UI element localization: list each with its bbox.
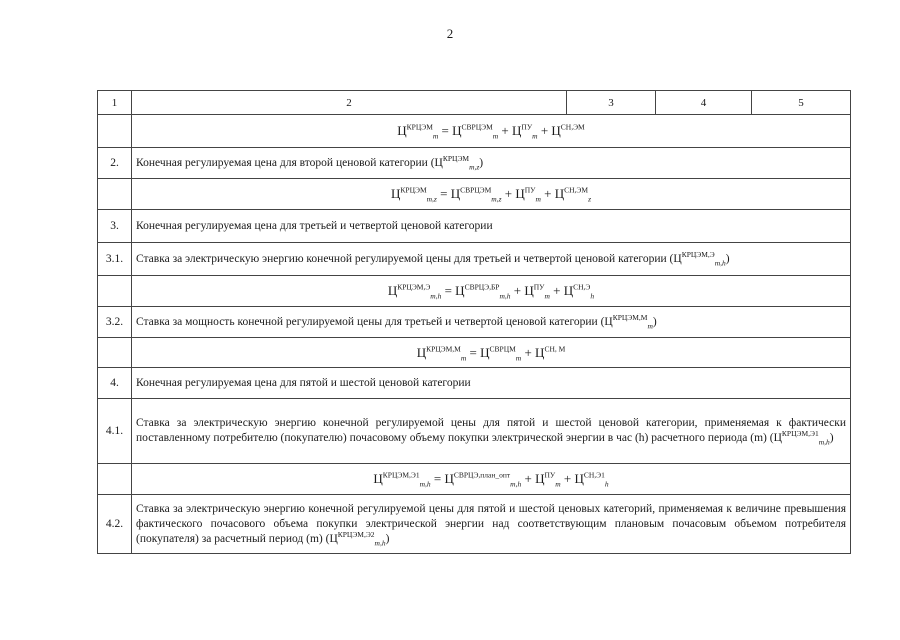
row-number-cell bbox=[98, 276, 132, 307]
row-description: Конечная регулируемая цена для второй ценовой категории $(Ц^{КРЦЭМ}_{m,z})$ bbox=[132, 148, 851, 179]
formula-cell: $Ц^{КРЦЭМ}_{m,z} = Ц^{СВРЦЭМ}_{m,z} + Ц^{ПУ}_m + Ц^{СН,ЭМ}_z$ bbox=[132, 179, 851, 210]
row-number-cell bbox=[98, 464, 132, 495]
formula-cell: $Ц^{КРЦЭМ,Э}_{m,h} = Ц^{СВРЦЭ,БР}_{m,h} + Ц^{ПУ}_m + Ц^{СН,Э}_h$ bbox=[132, 276, 851, 307]
table-row bbox=[98, 399, 851, 464]
header-col-2: 2 bbox=[132, 91, 567, 115]
row-number-cell bbox=[98, 115, 132, 148]
row-number: 4. bbox=[98, 368, 132, 399]
header-col-5: 5 bbox=[752, 91, 851, 115]
tariff-table bbox=[97, 90, 851, 554]
header-col-1: 1 bbox=[98, 91, 132, 115]
table-row bbox=[98, 307, 851, 338]
formula-cell: $Ц^{КРЦЭМ}_m = Ц^{СВРЦЭМ}_m + Ц^{ПУ}_m + Ц^{СН,ЭМ}$ bbox=[132, 115, 851, 148]
formula-cell: $Ц^{КРЦЭМ,Э1}_{m,h} = Ц^{СВРЦЭ,план\_опт}_{m,h} + Ц^{ПУ}_m + Ц^{СН,Э1}_h$ bbox=[132, 464, 851, 495]
table-header-row bbox=[98, 91, 851, 115]
table-row bbox=[98, 179, 851, 210]
table-row bbox=[98, 243, 851, 276]
table-row bbox=[98, 276, 851, 307]
row-description: Ставка за электрическую энергию конечной регулируемой цены для третьей и четвертой ценовой категории $(Ц^{КРЦЭМ,Э}_{m,h})$ bbox=[132, 243, 851, 276]
table-row bbox=[98, 148, 851, 179]
row-number: 4.2. bbox=[98, 495, 132, 554]
table-row bbox=[98, 115, 851, 148]
table-row bbox=[98, 464, 851, 495]
formula-cell: $Ц^{КРЦЭМ,М}_m = Ц^{СВРЦМ}_m + Ц^{СН, М}$ bbox=[132, 338, 851, 368]
row-number: 4.1. bbox=[98, 399, 132, 464]
row-number: 3.2. bbox=[98, 307, 132, 338]
table-row bbox=[98, 368, 851, 399]
row-number: 3. bbox=[98, 210, 132, 243]
row-description: Конечная регулируемая цена для пятой и шестой ценовой категории bbox=[132, 368, 851, 399]
row-number-cell bbox=[98, 179, 132, 210]
row-description: Ставка за мощность конечной регулируемой цены для третьей и четвертой ценовой категории $(Ц^{КРЦЭМ,М}_m)$ bbox=[132, 307, 851, 338]
row-description: Ставка за электрическую энергию конечной регулируемой цены для пятой и шестой ценовых категорий, применяемая к величине превышения фактического почасового объема покупки электрической энергии над соответствующим плановым почасовым объемом потребителя (покупателя) за расчетный период (m) $(Ц^{КРЦЭМ,Э2}_{m,h})$ bbox=[132, 495, 851, 554]
table-row bbox=[98, 338, 851, 368]
table-row bbox=[98, 210, 851, 243]
row-number-cell bbox=[98, 338, 132, 368]
row-description: Ставка за электрическую энергию конечной регулируемой цены для пятой и шестой ценовой категории, применяемая к фактически поставленному потребителю (покупателю) почасовому объему покупки электрической энергии в час (h) расчетного периода (m) $(Ц^{КРЦЭМ,Э1}_{m,h})$ bbox=[132, 399, 851, 464]
header-col-4: 4 bbox=[656, 91, 752, 115]
row-number: 2. bbox=[98, 148, 132, 179]
page-number: 2 bbox=[446, 26, 454, 41]
header-col-3: 3 bbox=[567, 91, 656, 115]
table-row bbox=[98, 495, 851, 554]
row-description: Конечная регулируемая цена для третьей и четвертой ценовой категории bbox=[132, 210, 851, 243]
row-number: 3.1. bbox=[98, 243, 132, 276]
